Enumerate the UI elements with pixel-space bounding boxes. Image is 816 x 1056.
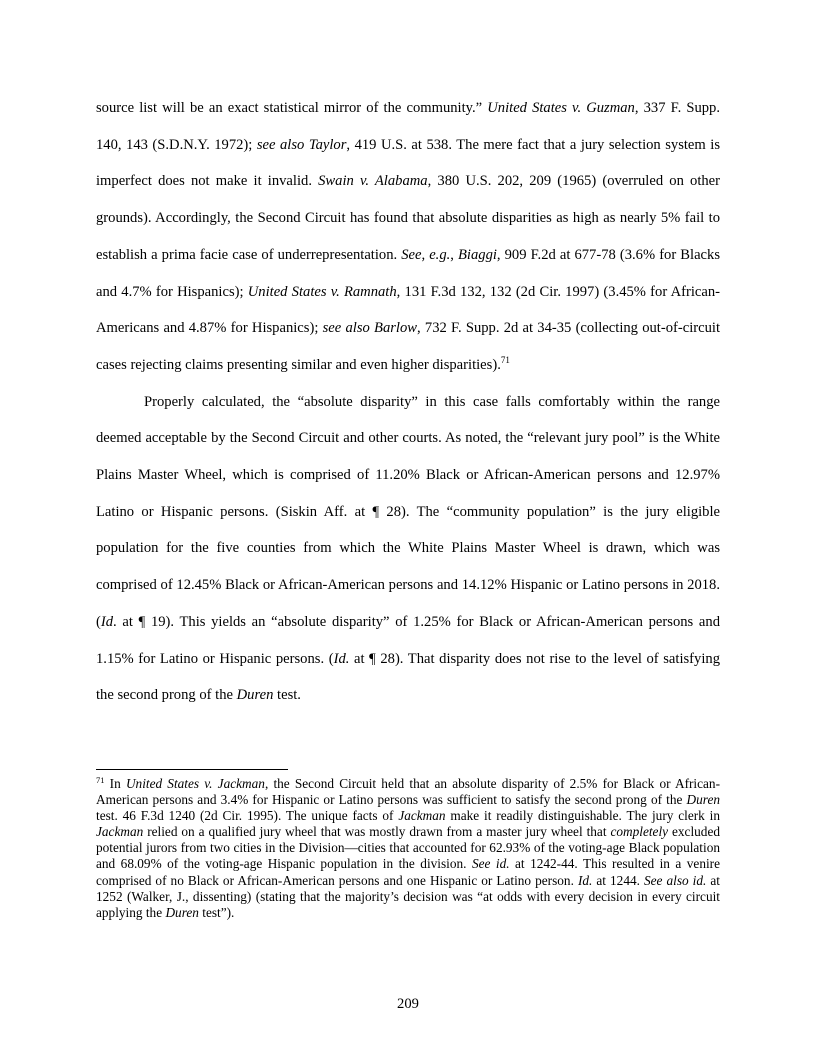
footnote-separator xyxy=(96,769,288,770)
text-run: excluded potential jurors from two cities in the Division—cities that accounted for 62.93% of the voting-age Black population and 68.09% of the voting-age Hispanic population in the division. xyxy=(96,824,720,872)
text-run: , 732 F. Supp. 2d at 34-35 (collecting out-of-circuit cases rejecting claims presenting similar and even higher disparities). xyxy=(96,320,720,373)
italic-citation: Jackman xyxy=(96,824,144,840)
text-run: In xyxy=(104,776,126,791)
italic-citation: Duren xyxy=(165,904,199,920)
text-run: . at ¶ 19). This yields an “absolute disparity” of 1.25% for Black or African-American persons and 1.15% for Latino or Hispanic persons. ( xyxy=(96,613,720,667)
italic-citation: see also Barlow xyxy=(322,320,418,337)
text-run: , 380 U.S. 202, 209 (1965) (overruled on other grounds). Accordingly, the Second Circuit has found that absolute disparities as high as nearly 5% fail to establish a prima facie case of underrepresentation. xyxy=(96,173,721,263)
text-run: relied on a qualified jury wheel that was mostly drawn from a master jury wheel that xyxy=(143,824,611,840)
italic-citation: Jackman xyxy=(398,808,446,824)
italic-citation: See also id. xyxy=(643,872,707,888)
text-run: , xyxy=(450,246,458,263)
text-run: test. xyxy=(273,687,301,704)
italic-citation: Swain v. Alabama xyxy=(318,173,428,190)
italic-citation: United States v. Guzman xyxy=(487,100,635,116)
text-run: at 1244. xyxy=(592,872,644,888)
footnote-reference: 71 xyxy=(500,354,510,365)
italic-citation: Duren xyxy=(686,792,720,808)
text-run: test. 46 F.3d 1240 (2d Cir. 1995). The unique facts of xyxy=(96,808,399,824)
text-run: Properly calculated, the “absolute disparity” in this case falls comfortably within the range deemed acceptable by the Second Circuit and other courts. As noted, the “relevant jury pool” is the White Plains Master Wheel, which is comprised of 11.20% Black or African-American persons and 12.97% Latino or Hispanic persons. (Siskin Aff. at ¶ 28). The “community population” is the jury eligible population for the five counties from which the White Plains Master Wheel is drawn, which was comprised of 12.45% Black or African-American persons and 14.12% Hispanic or Latino persons in 2018. ( xyxy=(96,393,720,630)
italic-citation: Biaggi xyxy=(458,246,497,263)
text-run: , 909 F.2d at 677-78 (3.6% for Blacks and 4.7% for Hispanics); xyxy=(96,246,721,300)
paragraph-2 xyxy=(96,384,720,714)
italic-citation: See, e.g. xyxy=(401,246,451,263)
text-run: at 1252 (Walker, J., dissenting) (stating that the majority’s decision was “at odds with every decision in every circuit applying the xyxy=(96,872,720,920)
italic-citation: Id. xyxy=(577,872,593,888)
text-run: , 131 F.3d 132, 132 (2d Cir. 1997) (3.45% for African-Americans and 4.87% for Hispanics); xyxy=(96,283,720,337)
italic-citation: United States v. Ramnath xyxy=(247,283,397,300)
footnote-marker: 71 xyxy=(96,775,105,785)
text-run: , 337 F. Supp. 140, 143 (S.D.N.Y. 1972); xyxy=(96,100,720,153)
text-run: make it readily distinguishable. The jury clerk in xyxy=(445,808,720,824)
page-number: 209 xyxy=(397,996,419,1012)
italic-citation: completely xyxy=(610,824,669,840)
italic-citation: Id xyxy=(100,613,114,630)
italic-citation: Duren xyxy=(236,687,274,704)
paragraph-1 xyxy=(96,90,720,384)
text-run: source list will be an exact statistical mirror of the community.” xyxy=(96,100,488,116)
italic-citation: see also Taylor xyxy=(256,136,347,153)
italic-citation: See id. xyxy=(471,856,510,872)
text-run: at ¶ 28). That disparity does not rise to the level of satisfying the second prong of the xyxy=(96,650,720,704)
document-body xyxy=(96,90,720,714)
text-run: , the Second Circuit held that an absolute disparity of 2.5% for Black or African-American persons and 3.4% for Hispanic or Latino persons was sufficient to satisfy the second prong of the xyxy=(96,776,721,808)
footnote-71 xyxy=(96,776,720,921)
italic-citation: United States v. Jackman xyxy=(125,776,265,791)
text-run: at 1242-44. This resulted in a venire comprised of no Black or African-American persons and one Hispanic or Latino person. xyxy=(96,856,721,888)
footnote-text xyxy=(96,776,720,920)
text-run: , 419 U.S. at 538. The mere fact that a jury selection system is imperfect does not make it invalid. xyxy=(96,136,721,190)
text-run: test”). xyxy=(198,904,235,920)
italic-citation: Id. xyxy=(333,650,350,667)
